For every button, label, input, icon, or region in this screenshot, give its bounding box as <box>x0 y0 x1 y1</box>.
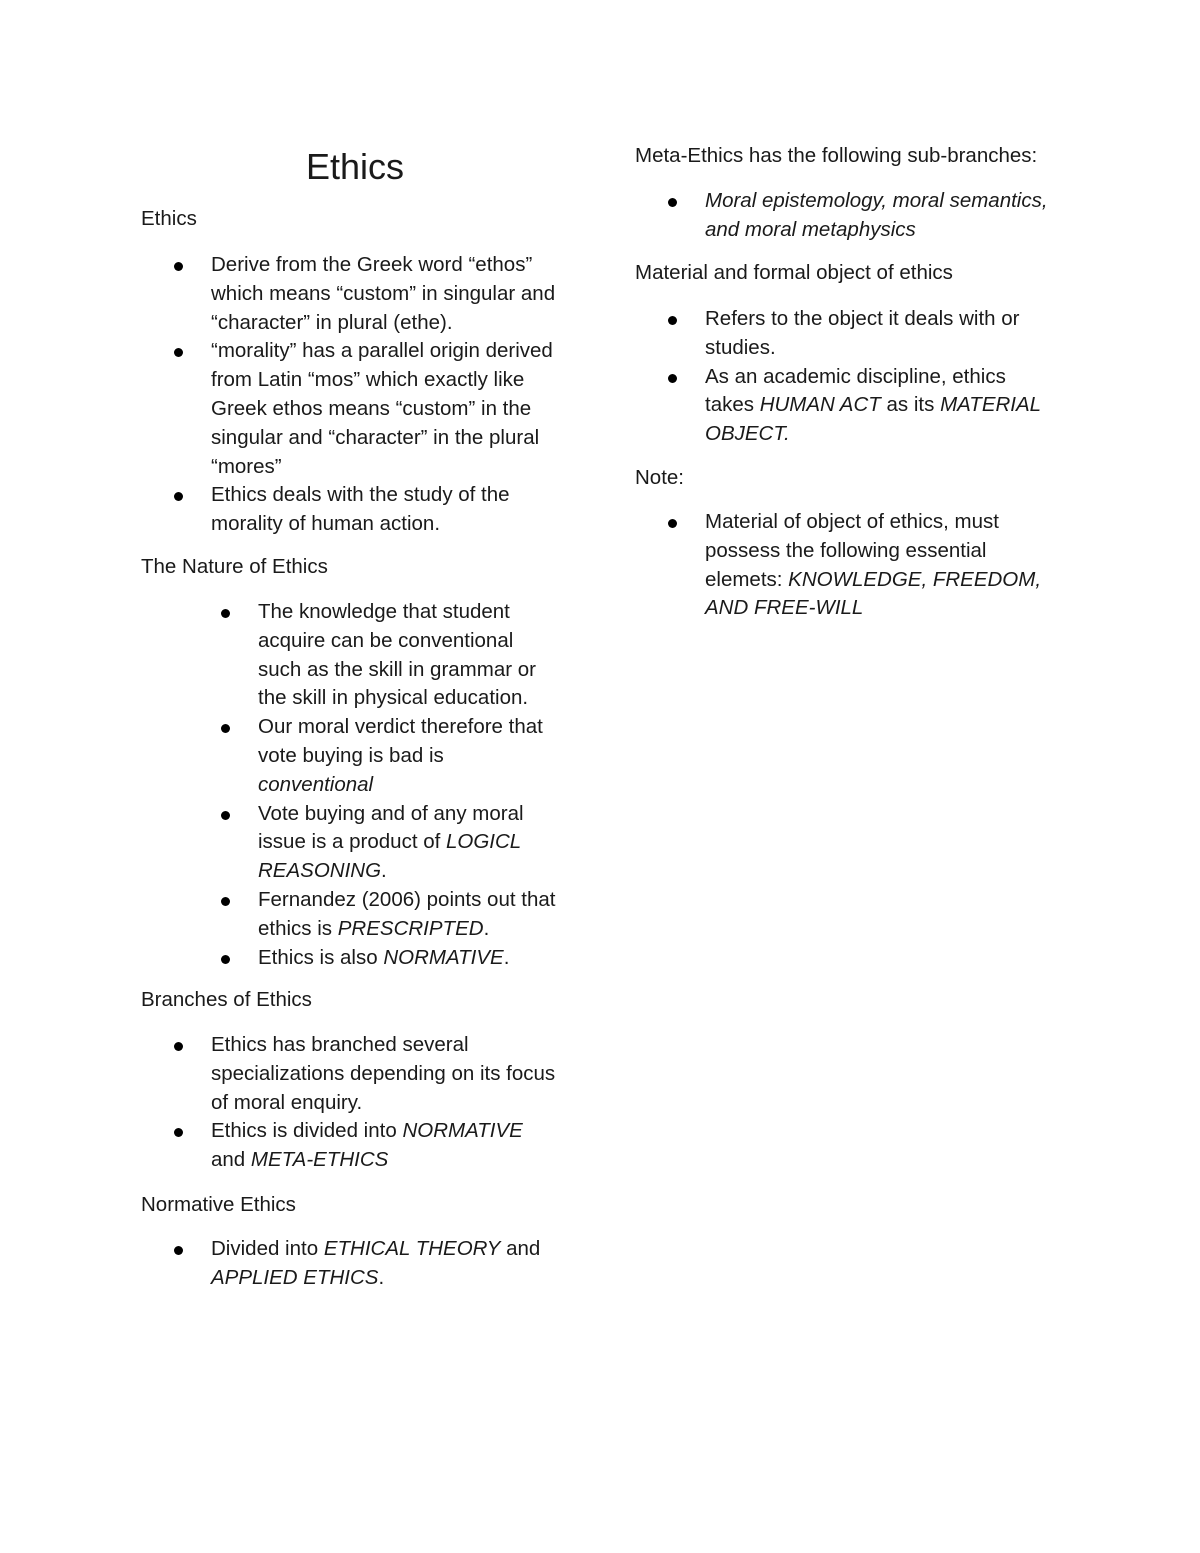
text-run: Material of object of ethics, must possess the following essential elemets: <box>705 510 999 591</box>
bullet-icon <box>221 811 230 820</box>
list-item-text <box>705 510 1041 619</box>
text-run: Divided into <box>211 1237 324 1260</box>
note-list <box>705 508 1050 623</box>
bullet-icon <box>668 374 677 383</box>
text-run: . <box>503 945 510 969</box>
bullet-icon <box>174 1042 183 1051</box>
list-item-text <box>705 189 1048 241</box>
text-run: . <box>378 1265 385 1289</box>
italic-text-run: conventional <box>258 772 374 796</box>
section-heading-normative: Normative Ethics <box>141 1193 296 1216</box>
italic-text-run: HUMAN ACT <box>759 393 881 417</box>
section-heading-material: Material and formal object of ethics <box>635 261 953 284</box>
list-item <box>211 481 561 539</box>
list-item-text <box>258 715 543 796</box>
text-run: and <box>500 1237 541 1260</box>
list-item <box>211 337 561 481</box>
bullet-icon <box>174 262 183 271</box>
bullet-icon <box>668 198 677 207</box>
list-item-text <box>258 600 536 709</box>
italic-text-run: Moral epistemology, moral semantics, and moral metaphysics <box>705 189 1048 241</box>
text-run: “morality” has a parallel origin derived from Latin “mos” which exactly like Greek ethos means “custom” in the singular and “character” in the plural “mores” <box>211 339 553 478</box>
italic-text-run: MATERIAL OBJECT. <box>705 393 1041 446</box>
bullet-icon <box>174 1246 183 1255</box>
material-list <box>705 305 1050 449</box>
italic-text-run: APPLIED ETHICS <box>211 1265 379 1289</box>
bullet-icon <box>668 519 677 528</box>
list-item <box>258 598 558 713</box>
meta-list <box>705 187 1050 245</box>
bullet-icon <box>221 609 230 618</box>
italic-text-run: ETHICAL THEORY <box>323 1237 501 1260</box>
nature-list <box>258 598 558 972</box>
text-run: Ethics is divided into <box>211 1119 403 1143</box>
text-run: Fernandez (2006) points out that ethics is <box>258 887 556 940</box>
list-item-text <box>705 365 1041 446</box>
list-item <box>211 1117 561 1175</box>
text-run: Refers to the object it deals with or studies. <box>705 307 1020 359</box>
list-item <box>258 944 558 973</box>
list-item <box>211 251 561 337</box>
italic-text-run: NORMATIVE <box>383 945 504 969</box>
bullet-icon <box>221 724 230 733</box>
italic-text-run: NORMATIVE <box>402 1119 523 1143</box>
branches-list <box>211 1031 561 1175</box>
list-item <box>705 363 1050 449</box>
text-run: Ethics has branched several specializations depending on its focus of moral enquiry. <box>211 1033 556 1114</box>
italic-text-run: PRESCRIPTED <box>337 916 484 940</box>
list-item <box>211 1031 561 1117</box>
list-item <box>705 187 1050 245</box>
section-heading-meta: Meta-Ethics has the following sub-branches: <box>635 144 1038 167</box>
list-item-text <box>705 307 1020 359</box>
bullet-icon <box>174 348 183 357</box>
text-run: . <box>381 859 387 883</box>
text-run: . <box>483 916 490 940</box>
italic-text-run: LOGICL REASONING <box>258 830 521 883</box>
italic-text-run: META-ETHICS <box>250 1148 389 1172</box>
section-heading-nature: The Nature of Ethics <box>141 555 328 578</box>
list-item-text <box>211 253 555 334</box>
list-item <box>705 305 1050 363</box>
list-item-text <box>258 946 509 969</box>
list-item-text <box>211 1119 523 1171</box>
list-item <box>258 886 558 944</box>
text-run: Vote buying and of any moral issue is a product of <box>258 801 524 854</box>
text-run: The knowledge that student acquire can be conventional such as the skill in grammar or the skill in physical education. <box>258 600 536 710</box>
bullet-icon <box>221 955 230 964</box>
ethics-list <box>211 251 561 539</box>
list-item-text <box>211 1033 555 1114</box>
list-item-text <box>258 802 524 883</box>
text-run: as its <box>880 393 941 417</box>
section-heading-note: Note: <box>635 466 684 489</box>
text-run: As an academic discipline, ethics takes <box>705 364 1006 417</box>
text-run: Ethics is also <box>258 945 384 969</box>
normative-list <box>211 1235 561 1293</box>
list-item-text <box>211 1237 540 1289</box>
text-run: and <box>211 1148 251 1172</box>
list-item <box>211 1235 561 1293</box>
text-run: Derive from the Greek word “ethos” which means “custom” in singular and “character” in plural (ethe). <box>211 253 556 334</box>
section-heading-branches: Branches of Ethics <box>141 988 312 1011</box>
section-heading-ethics: Ethics <box>141 207 197 230</box>
list-item-text <box>211 483 510 535</box>
list-item <box>258 800 558 886</box>
list-item <box>705 508 1050 623</box>
document-title: Ethics <box>306 146 405 187</box>
text-run: Ethics deals with the study of the morality of human action. <box>211 483 510 536</box>
bullet-icon <box>668 316 677 325</box>
text-run: Our moral verdict therefore that vote buying is bad is <box>258 715 543 767</box>
list-item <box>258 713 558 799</box>
bullet-icon <box>174 492 183 501</box>
italic-text-run: KNOWLEDGE, FREEDOM, AND FREE-WILL <box>705 567 1042 620</box>
bullet-icon <box>174 1128 183 1137</box>
bullet-icon <box>221 897 230 906</box>
list-item-text <box>258 888 555 940</box>
list-item-text <box>211 339 553 477</box>
